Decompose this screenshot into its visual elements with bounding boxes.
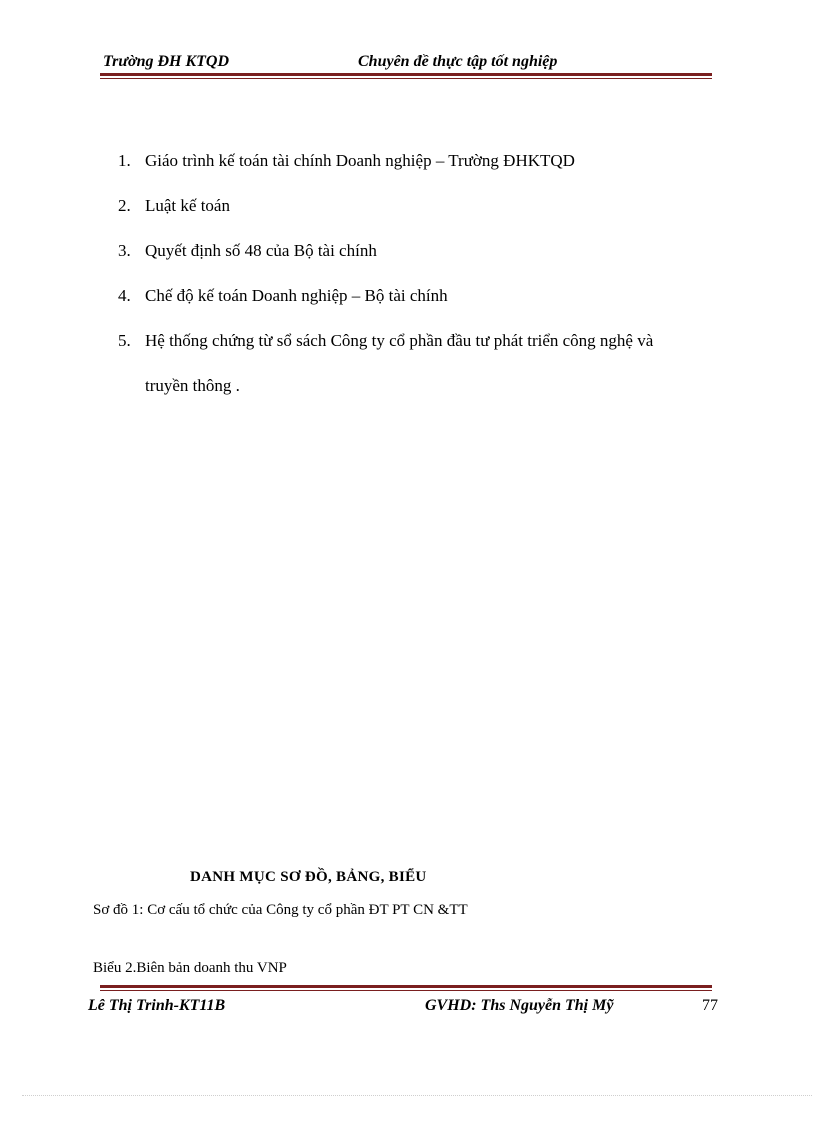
reference-item-5	[118, 330, 718, 397]
footer-rule	[100, 985, 712, 991]
header-rule	[100, 73, 712, 79]
reference-list	[118, 150, 718, 420]
toc-title: DANH MỤC SƠ ĐỒ, BẢNG, BIỂU	[190, 869, 427, 885]
reference-text-continued: truyền thông .	[145, 376, 240, 395]
reference-item-1	[118, 150, 718, 172]
footer-author: Lê Thị Trinh-KT11B	[88, 997, 226, 1014]
footer-advisor: GVHD: Ths Nguyễn Thị Mỹ	[425, 997, 614, 1014]
reference-text: Quyết định số 48 của Bộ tài chính	[145, 241, 377, 260]
reference-number: 5.	[118, 331, 131, 350]
reference-item-4	[118, 285, 718, 307]
page-number: 77	[702, 997, 718, 1014]
toc-item-diagram-1: Sơ đồ 1: Cơ cấu tổ chức của Công ty cổ phần ĐT PT CN &TT	[93, 902, 468, 918]
reference-text: Giáo trình kế toán tài chính Doanh nghiệp – Trường ĐHKTQD	[145, 151, 575, 170]
reference-number: 1.	[118, 151, 131, 170]
reference-number: 4.	[118, 286, 131, 305]
reference-text: Luật kế toán	[145, 196, 230, 215]
reference-number: 2.	[118, 196, 131, 215]
reference-item-3	[118, 240, 718, 262]
reference-text: Hệ thống chứng từ sổ sách Công ty cổ phần đầu tư phát triển công nghệ và	[145, 331, 654, 350]
reference-number: 3.	[118, 241, 131, 260]
toc-item-table-2: Biểu 2.Biên bản doanh thu VNP	[93, 960, 287, 976]
header-title: Chuyên đề thực tập tốt nghiệp	[358, 53, 558, 70]
page-bottom-divider	[22, 1095, 812, 1096]
header-school: Trường ĐH KTQD	[103, 53, 230, 70]
reference-item-2	[118, 195, 718, 217]
reference-text: Chế độ kế toán Doanh nghiệp – Bộ tài chính	[145, 286, 448, 305]
